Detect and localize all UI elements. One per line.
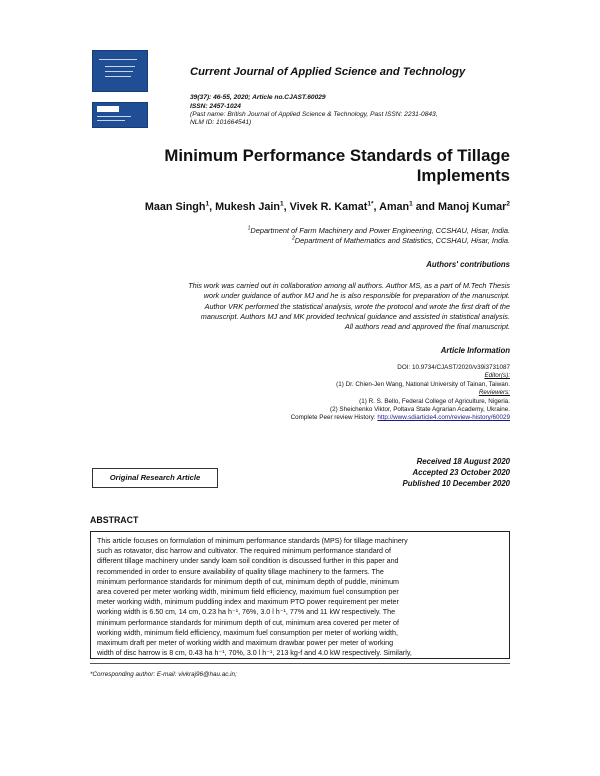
paper-title-line-1: Minimum Performance Standards of Tillage <box>164 146 510 165</box>
abstract-heading: ABSTRACT <box>90 515 139 525</box>
abstract-line: This article focuses on formulation of minimum performance standards (MPS) for tillage machinery <box>97 537 408 545</box>
review-history-prefix: Complete Peer review History: <box>290 414 378 422</box>
review-history-link[interactable]: http://www.sdiarticle4.com/review-history/60029 <box>377 414 510 422</box>
author-separator: and <box>412 201 438 213</box>
review-history <box>150 414 510 422</box>
article-info-block <box>150 364 510 423</box>
contributions-line: work under guidance of author MJ and he is also responsible for preparation of the manuscript. <box>203 291 510 301</box>
journal-nlm-id: NLM ID: 101664541) <box>190 119 252 126</box>
contributions-heading: Authors' contributions <box>426 260 510 269</box>
author-separator: , <box>209 201 216 213</box>
author-name: Vivek R. Kamat <box>289 201 368 213</box>
contributions-line: This work was carried out in collaboration among all authors. Author MS, as a part of M.Tech Thesis <box>188 281 510 290</box>
contributions-line: manuscript. Authors MJ and MK provided technical guidance and assisted in statistical analysis. <box>200 311 510 321</box>
author-separator: , <box>373 201 380 213</box>
paper-title <box>80 146 510 186</box>
abstract-line: minimum performance standards for minimum depth of cut, minimum depth of puddle, minimum <box>97 577 400 586</box>
reviewer-2: (2) Sheichenko Viktor, Poltava State Agrarian Academy, Ukraine. <box>329 406 510 414</box>
contributions-line: Author VRK performed the statistical analysis, wrote the protocol and wrote the first draft of the <box>204 301 510 311</box>
footnote-divider <box>90 663 510 664</box>
abstract-line: working width, minimum field efficiency, maximum fuel consumption per meter of working width, <box>97 628 398 637</box>
contributions-text <box>90 281 510 332</box>
affiliation-text: Department of Mathematics and Statistics, CCSHAU, Hisar, India. <box>294 236 510 245</box>
editor-label-text: Editor(s): <box>484 372 510 380</box>
abstract-line: working width is 6.50 cm, 14 cm, 0.23 ha h⁻¹, 76%, 3.0 l h⁻¹, 77% and 11 kW respectively. The <box>97 608 396 617</box>
publication-dates <box>300 456 510 489</box>
date-received: Received 18 August 2020 <box>416 457 510 466</box>
reviewers-label-text: Reviewers: <box>478 389 510 397</box>
article-type-badge: Original Research Article <box>92 468 218 488</box>
author-separator: , <box>283 201 290 213</box>
journal-issn: ISSN: 2457-1024 <box>190 103 241 110</box>
author-sup: 1 <box>279 200 284 208</box>
contributions-line: All authors read and approved the final manuscript. <box>344 322 510 332</box>
article-info-heading: Article Information <box>440 346 510 355</box>
editor-label <box>150 372 510 380</box>
reviewers-label <box>150 389 510 397</box>
reviewer-1: (1) R. S. Bello, Federal College of Agriculture, Nigeria. <box>359 397 510 405</box>
author-sup: 1 <box>409 200 413 208</box>
author-sup: 1 <box>205 200 210 208</box>
author-name: Aman <box>379 201 410 213</box>
author-name: Manoj Kumar <box>437 201 507 213</box>
journal-citation: 39(37): 46-55, 2020; Article no.CJAST.60029 <box>190 94 326 101</box>
affiliation-sup: 1 <box>247 225 251 232</box>
abstract-line: different tillage machinery under sandy loam soil condition is discussed further in this paper and <box>97 557 399 566</box>
abstract-line: meter working width, minimum puddling index and maximum PTO power requirement per meter <box>97 598 399 607</box>
journal-cover-image <box>92 50 148 92</box>
date-accepted: Accepted 23 October 2020 <box>412 468 510 477</box>
date-published: Published 10 December 2020 <box>402 479 510 488</box>
journal-past-name: (Past name: British Journal of Applied Science & Technology, Past ISSN: 2231-0843, <box>190 111 438 118</box>
abstract-line: such as rotavator, disc harrow and cultivator. The required minimum performance standard of <box>97 547 391 556</box>
author-name: Maan Singh <box>144 201 206 213</box>
abstract-box <box>90 531 510 659</box>
author-name: Mukesh Jain <box>215 201 280 213</box>
doi: DOI: 10.9734/CJAST/2020/v39i3731087 <box>397 364 510 371</box>
journal-barcode-image <box>92 102 148 128</box>
abstract-line: maximum draft per meter of working width and maximum drawbar power per meter of working <box>97 639 394 648</box>
affiliation-2 <box>80 236 510 245</box>
author-sup: 1* <box>367 200 374 208</box>
author-sup: 2 <box>506 200 510 208</box>
abstract-line: area covered per meter working width, minimum field efficiency, maximum fuel consumption per <box>97 588 399 597</box>
affiliation-sup: 2 <box>291 235 295 242</box>
abstract-line: width of disc harrow is 8 cm, 0.43 ha h⁻¹, 70%, 3.0 l h⁻¹, 213 kg-f and 4.0 kW respectively. Similarly, <box>97 649 412 658</box>
affiliation-text: Department of Farm Machinery and Power Engineering, CCSHAU, Hisar, India. <box>250 226 510 235</box>
journal-name: Current Journal of Applied Science and Technology <box>190 66 466 78</box>
editor-1: (1) Dr. Chien-Jen Wang, National University of Tainan, Taiwan. <box>336 380 510 388</box>
abstract-line: minimum performance standards for minimum depth of cut, minimum area covered per meter of <box>97 618 400 627</box>
author-list <box>80 201 510 213</box>
corresponding-author-footnote: *Corresponding author: E-mail: vivkraj96@hau.ac.in; <box>90 671 237 678</box>
affiliation-1 <box>80 226 510 235</box>
abstract-line: recommended in order to ensure availability of quality tillage machinery to the farmers. The <box>97 567 384 576</box>
paper-title-line-2: Implements <box>416 166 510 185</box>
abstract-line <box>97 658 503 659</box>
